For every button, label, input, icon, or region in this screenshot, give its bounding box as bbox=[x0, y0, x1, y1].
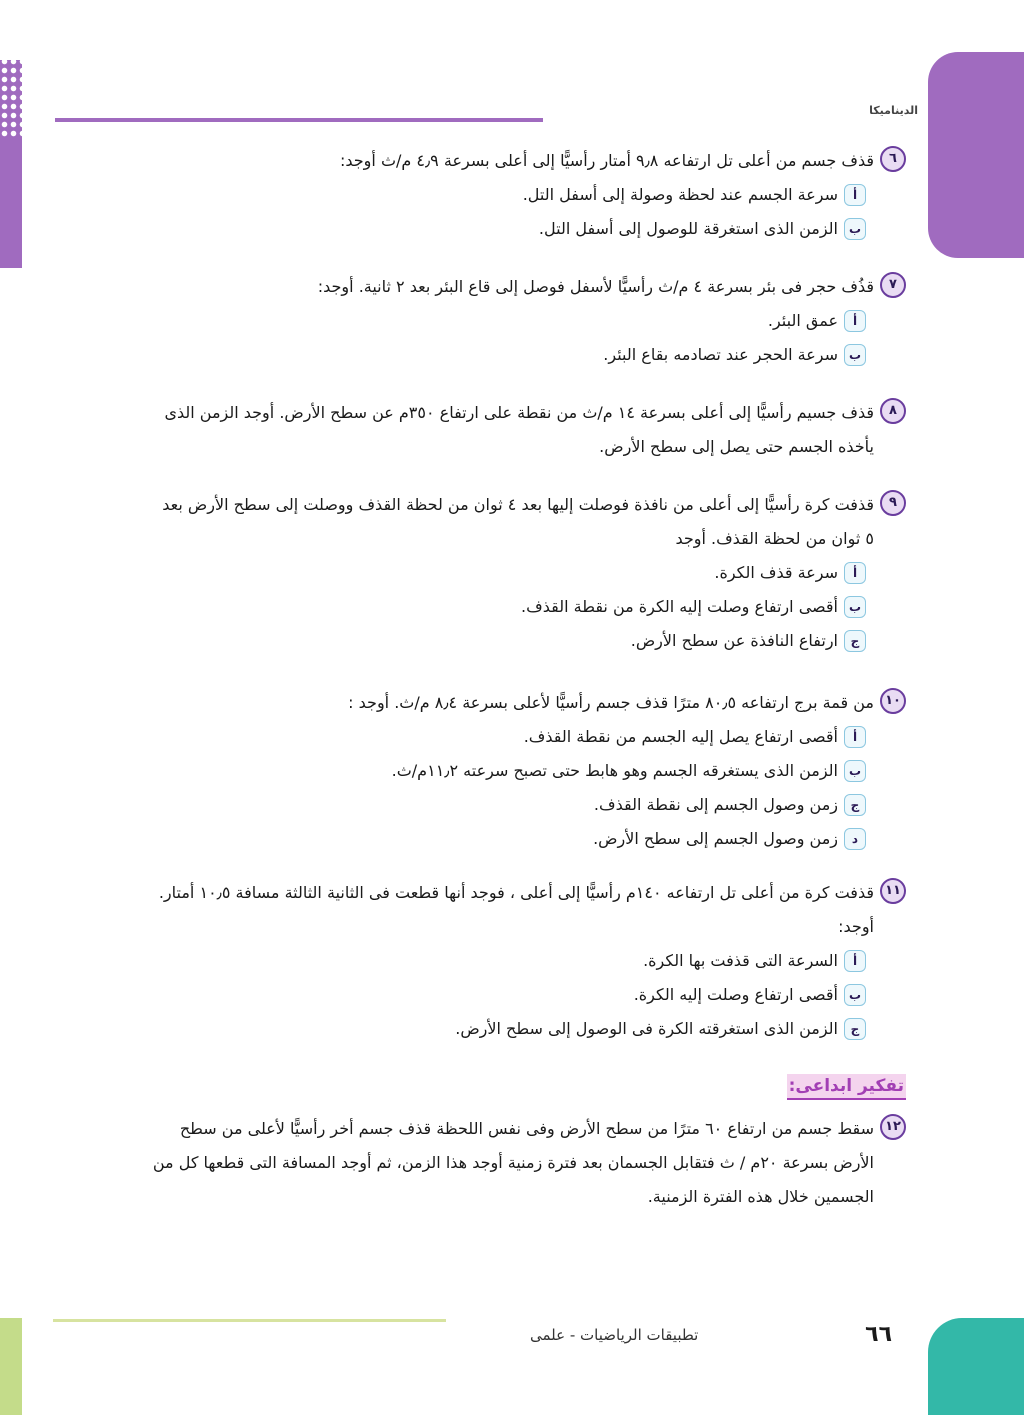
sub-question bbox=[116, 624, 866, 658]
question-text: قذفت كرة من أعلى تل ارتفاعه ١٤٠م رأسيًّا إلى أعلى ، فوجد أنها قطعت فى الثانية الثالثة مسافة ١٠٫٥ أمتار. bbox=[158, 883, 874, 902]
question-number: ١١ bbox=[880, 878, 906, 904]
sub-question bbox=[116, 556, 866, 590]
sub-text: سرعة الحجر عند تصادمه بقاع البئر. bbox=[603, 345, 838, 364]
sub-letter: ب bbox=[844, 596, 866, 618]
sub-text: الزمن الذى استغرقته الكرة فى الوصول إلى سطح الأرض. bbox=[455, 1019, 838, 1038]
question-text: سقط جسم من ارتفاع ٦٠ مترًا من سطح الأرض وفى نفس اللحظة قذف جسم أخر رأسيًّا لأعلى من سطح bbox=[179, 1119, 874, 1138]
sub-text: زمن وصول الجسم إلى نقطة القذف. bbox=[593, 795, 838, 814]
sub-letter: ب bbox=[844, 984, 866, 1006]
sub-text: أقصى ارتفاع وصلت إليه الكرة من نقطة القذف. bbox=[521, 597, 838, 616]
sub-question bbox=[116, 754, 866, 788]
sub-letter: أ bbox=[844, 950, 866, 972]
sub-text: عمق البئر. bbox=[767, 311, 838, 330]
left-dot-pattern bbox=[0, 48, 22, 138]
sub-question bbox=[116, 720, 866, 754]
sub-text: أقصى ارتفاع يصل إليه الجسم من نقطة القذف. bbox=[523, 727, 838, 746]
sub-letter: أ bbox=[844, 726, 866, 748]
question-6 bbox=[116, 144, 906, 246]
page-number: ٦٦ bbox=[865, 1322, 892, 1347]
question-text-continued: الجسمين خلال هذه الفترة الزمنية. bbox=[647, 1187, 874, 1206]
sub-question bbox=[116, 978, 866, 1012]
creative-thinking-heading: تفكير ابداعى: bbox=[787, 1074, 906, 1100]
sub-text: السرعة التى قذفت بها الكرة. bbox=[643, 951, 838, 970]
question-9 bbox=[116, 488, 906, 658]
sub-letter: ج bbox=[844, 630, 866, 652]
sub-letter: ج bbox=[844, 1018, 866, 1040]
sub-letter: أ bbox=[844, 184, 866, 206]
sub-question bbox=[116, 338, 866, 372]
question-text: من قمة برج ارتفاعه ٨٠٫٥ مترًا قذف جسم رأسيًّا لأعلى بسرعة ٨٫٤ م/ث. أوجد : bbox=[348, 693, 874, 712]
question-number: ٨ bbox=[880, 398, 906, 424]
sub-question bbox=[116, 590, 866, 624]
question-text-continued: يأخذه الجسم حتى يصل إلى سطح الأرض. bbox=[599, 437, 874, 456]
question-text-continued: ٥ ثوان من لحظة القذف. أوجد bbox=[675, 529, 874, 548]
question-8 bbox=[116, 396, 906, 464]
chapter-tab bbox=[928, 52, 1024, 258]
question-text: قذفت كرة رأسيًّا إلى أعلى من نافذة فوصلت إليها بعد ٤ ثوان من لحظة القذف ووصلت إلى سطح الأرض بعد bbox=[162, 495, 874, 514]
question-text: قذف جسيم رأسيًّا إلى أعلى بسرعة ١٤ م/ث من نقطة على ارتفاع ٣٥٠م عن سطح الأرض. أوجد الزمن الذى bbox=[164, 403, 874, 422]
sub-text: سرعة الجسم عند لحظة وصولة إلى أسفل التل. bbox=[522, 185, 838, 204]
footer-tab bbox=[928, 1318, 1024, 1415]
question-text-continued: الأرض بسرعة ٢٠م / ث فتقابل الجسمان بعد فترة زمنية أوجد هذا الزمن، ثم أوجد المسافة التى قطعها كل من bbox=[152, 1153, 874, 1172]
sub-text: الزمن الذى يستغرقه الجسم وهو هابط حتى تصبح سرعته ١١٫٢م/ث. bbox=[391, 761, 838, 780]
question-10 bbox=[116, 686, 906, 856]
question-11 bbox=[116, 876, 906, 1046]
sub-question bbox=[116, 944, 866, 978]
sub-question bbox=[116, 788, 866, 822]
question-12 bbox=[116, 1112, 906, 1214]
question-text: قذُف حجر فى بئر بسرعة ٤ م/ث رأسيًّا لأسفل فوصل إلى قاع البئر بعد ٢ ثانية. أوجد: bbox=[317, 277, 874, 296]
sub-question bbox=[116, 822, 866, 856]
question-number: ٦ bbox=[880, 146, 906, 172]
section-label: الديناميكا bbox=[869, 104, 918, 117]
question-number: ١٠ bbox=[880, 688, 906, 714]
sub-letter: د bbox=[844, 828, 866, 850]
sub-text: أقصى ارتفاع وصلت إليه الكرة. bbox=[633, 985, 838, 1004]
question-number: ٧ bbox=[880, 272, 906, 298]
sub-letter: ب bbox=[844, 760, 866, 782]
question-7 bbox=[116, 270, 906, 372]
sub-question bbox=[116, 1012, 866, 1046]
sub-letter: ب bbox=[844, 344, 866, 366]
question-text-continued: أوجد: bbox=[838, 917, 874, 936]
question-number: ١٢ bbox=[880, 1114, 906, 1140]
sub-letter: أ bbox=[844, 310, 866, 332]
footer-rule bbox=[53, 1319, 446, 1322]
sub-letter: ب bbox=[844, 218, 866, 240]
sub-text: زمن وصول الجسم إلى سطح الأرض. bbox=[593, 829, 838, 848]
sub-letter: أ bbox=[844, 562, 866, 584]
book-title: تطبيقات الرياضيات - علمى bbox=[530, 1326, 699, 1344]
sub-question bbox=[116, 304, 866, 338]
sub-text: سرعة قذف الكرة. bbox=[714, 563, 838, 582]
header-rule bbox=[55, 118, 543, 122]
footer-left-decor bbox=[0, 1318, 22, 1415]
sub-text: ارتفاع النافذة عن سطح الأرض. bbox=[630, 631, 838, 650]
question-text: قذف جسم من أعلى تل ارتفاعه ٩٫٨ أمتار رأسيًّا إلى أعلى بسرعة ٤٫٩ م/ث أوجد: bbox=[340, 151, 874, 170]
sub-question bbox=[116, 212, 866, 246]
sub-question bbox=[116, 178, 866, 212]
question-number: ٩ bbox=[880, 490, 906, 516]
sub-letter: ج bbox=[844, 794, 866, 816]
sub-text: الزمن الذى استغرقة للوصول إلى أسفل التل. bbox=[538, 219, 838, 238]
